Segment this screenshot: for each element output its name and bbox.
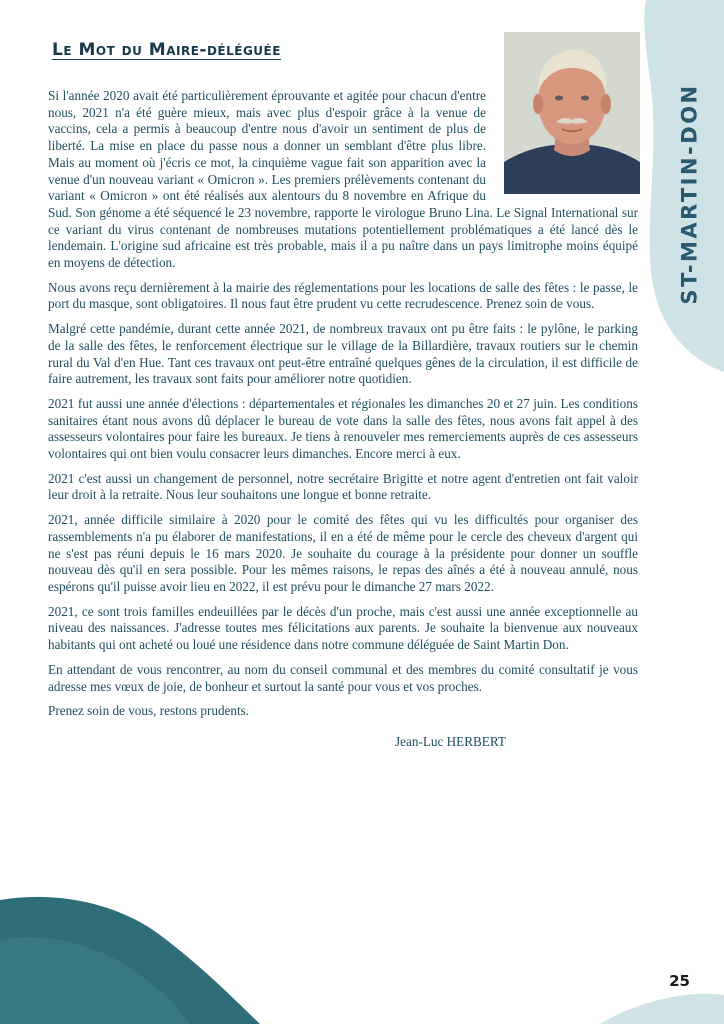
paragraph: 2021 c'est aussi un changement de personnel, notre secrétaire Brigitte et notre agent d'entretien ont fait valoir leur droit à la retraite. Nous leur souhaitons une longue et bonne retraite.	[48, 470, 638, 503]
article-body	[48, 88, 638, 751]
paragraph: 2021, ce sont trois familles endeuillées par le décès d'un proche, mais c'est aussi une année exceptionnelle au niveau des naissances. J'adresse toutes mes félicitations aux parents. Je souhaite la bienvenue aux nouveaux habitants qui ont acheté ou loué une résidence dans notre commune déléguée de Saint Martin Don.	[48, 603, 638, 653]
side-label-text: ST-MARTIN-DON	[678, 83, 702, 305]
page-number: 25	[669, 972, 690, 990]
side-label-commune	[670, 64, 710, 324]
paragraph-text: Si l'année 2020 avait été particulièrement éprouvante et agitée pour chacun d'entre nous, 2021 n'a été guère mieux, mais avec plus d'espoir grâce à la venue de vaccins, cela a permis à beaucoup d'entre nous d'avoir un sentiment de plus de liberté. La mise en place du passe nous a donner un semblant d'être plus libre. Mais au moment où j'écris ce mot, la cinquième vague fait son apparition avec la venue d'un nouveau variant « Omicron ». Les premiers prélèvements contenant du variant « Omicron » ont été réalisés aux alentours du 8 novembre en Afrique du Sud. Son génome a été séquencé le 23 novembre, rapporte le virologue Bruno Lina. Le Signal International sur ce variant du virus contenant de nombreuses mutations potentiellement problématiques a été lancé dès le lendemain. L'origine sud africaine est très probable, mais il a pu naître dans un pays limitrophe moins équipé en moyens de détection.	[48, 88, 638, 271]
paragraph: En attendant de vous rencontrer, au nom du conseil communal et des membres du comité consultatif je vous adresse mes vœux de joie, de bonheur et surtout la santé pour vous et vos proches.	[48, 661, 638, 694]
signature: Jean-Luc HERBERT	[395, 733, 506, 749]
paragraph: 2021 fut aussi une année d'élections : départementales et régionales les dimanches 20 et 27 juin. Les conditions sanitaires étant nous avons dû déplacer le bureau de vote dans la salle des fêtes, nous avons fait appel à des assesseurs volontaires pour faire les bureaux. Je tiens à renouveler mes remerciements auprès de ces assesseurs volontaires qui ont bien voulu consacrer leurs dimanches. Encore merci à eux.	[48, 395, 638, 462]
paragraph: Malgré cette pandémie, durant cette année 2021, de nombreux travaux ont pu être faits : le pylône, le parking de la salle des fêtes, le renforcement électrique sur le village de la Billardière, travaux routiers sur le chemin rural du Val d'en Hue. Tant ces travaux ont peut-être entraîné quelques gênes de la circulation, il est difficile de faire autrement, les travaux sont faits pour améliorer notre quotidien.	[48, 321, 638, 387]
page-title: Le Mot du Maire-déléguée	[52, 40, 281, 60]
paragraph: Nous avons reçu dernièrement à la mairie des réglementations pour les locations de salle des fêtes : le passe, le port du masque, sont obligatoires. Il nous faut être prudent vu cette recrudescence. Prenez soin de vous.	[48, 279, 638, 312]
paragraph: Prenez soin de vous, restons prudents.	[48, 703, 250, 719]
paragraph: 2021, année difficile similaire à 2020 pour le comité des fêtes qui vu les difficultés pour organiser des rassemblements n'a pu élaborer de manifestations, il en a été de même pour le cercle des cheveux d'argent qui ne s'est pas réuni depuis le 16 mars 2020. Je souhaite du courage à la présidente pour donner un souffle nouveau dès qu'il en sera possible. Pour les mêmes raisons, le repas des aînés a été à nouveau annulé, nous espérons qu'il puisse avoir lieu en 2022, il est prévu pour le dimanche 27 mars 2022.	[48, 512, 638, 594]
paragraph	[48, 88, 638, 272]
photo-wrap-space	[492, 88, 638, 198]
